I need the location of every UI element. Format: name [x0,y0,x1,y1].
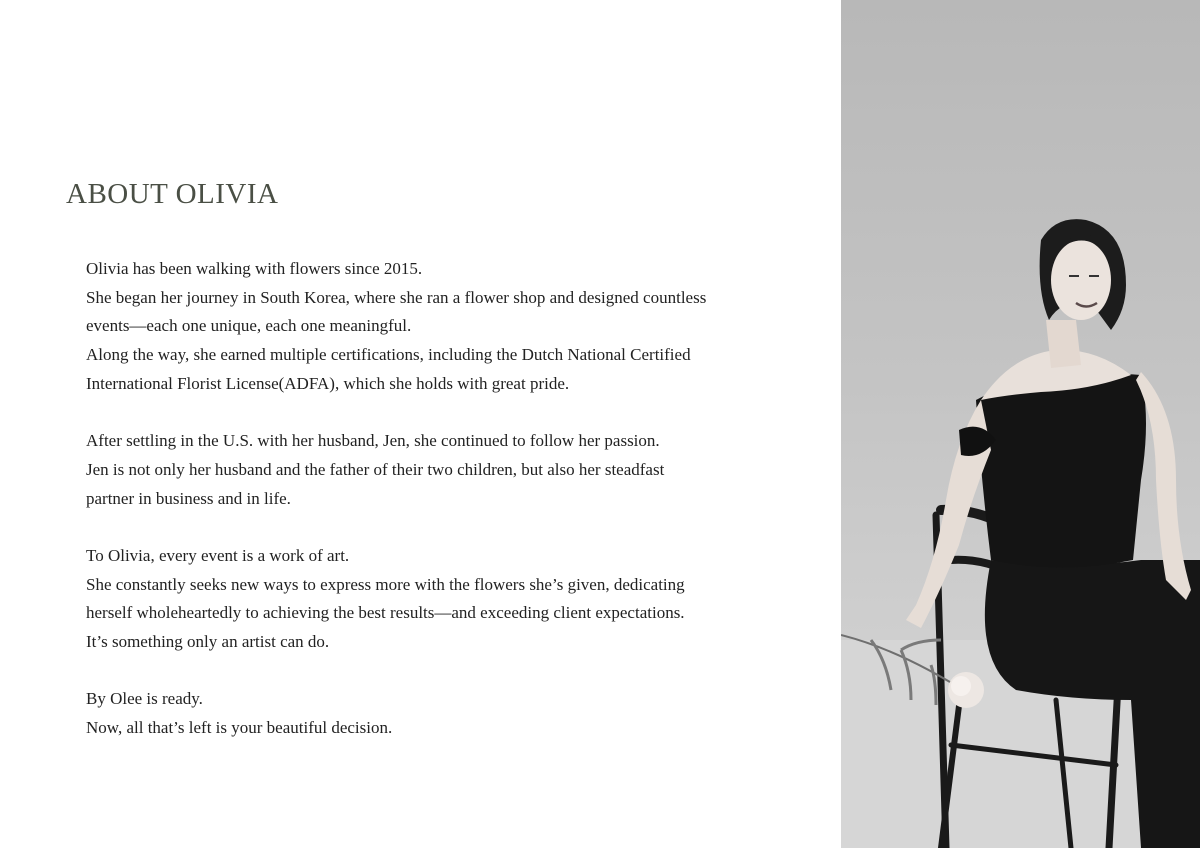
text-line: She constantly seeks new ways to express more with the flowers she’s given, dedicating [86,574,685,594]
paragraph-2 [86,427,816,513]
paragraph-3 [86,542,816,657]
dress [976,374,1146,567]
text-line: She began her journey in South Korea, where she ran a flower shop and designed countless [86,287,707,307]
about-body [86,255,816,743]
paragraph-4 [86,685,816,742]
paragraph-spacer [86,513,816,542]
text-line: By Olee is ready. [86,689,203,709]
page-title: ABOUT OLIVIA [66,178,279,210]
neck [1046,320,1081,368]
text-line: Along the way, she earned multiple certifications, including the Dutch National Certified [86,345,691,365]
text-line: To Olivia, every event is a work of art. [86,545,350,565]
paragraph-spacer [86,398,816,427]
portrait-illustration [841,0,1200,848]
text-line: After settling in the U.S. with her husband, Jen, she continued to follow her passion. [86,431,660,451]
paragraph-spacer [86,657,816,686]
portrait-photo [841,0,1200,848]
text-line: Jen is not only her husband and the father of their two children, but also her steadfast [86,459,665,479]
text-line: events—each one unique, each one meaningful. [86,316,412,336]
text-line: Now, all that’s left is your beautiful decision. [86,718,393,737]
text-line: herself wholeheartedly to achieving the best results—and exceeding client expectations. [86,603,685,623]
text-line: Olivia has been walking with flowers since 2015. [86,259,423,278]
paragraph-1 [86,255,816,398]
text-line: International Florist License(ADFA), which she holds with great pride. [86,373,570,393]
text-line: partner in business and in life. [86,488,291,508]
text-line: It’s something only an artist can do. [86,631,330,651]
face [1051,240,1111,320]
